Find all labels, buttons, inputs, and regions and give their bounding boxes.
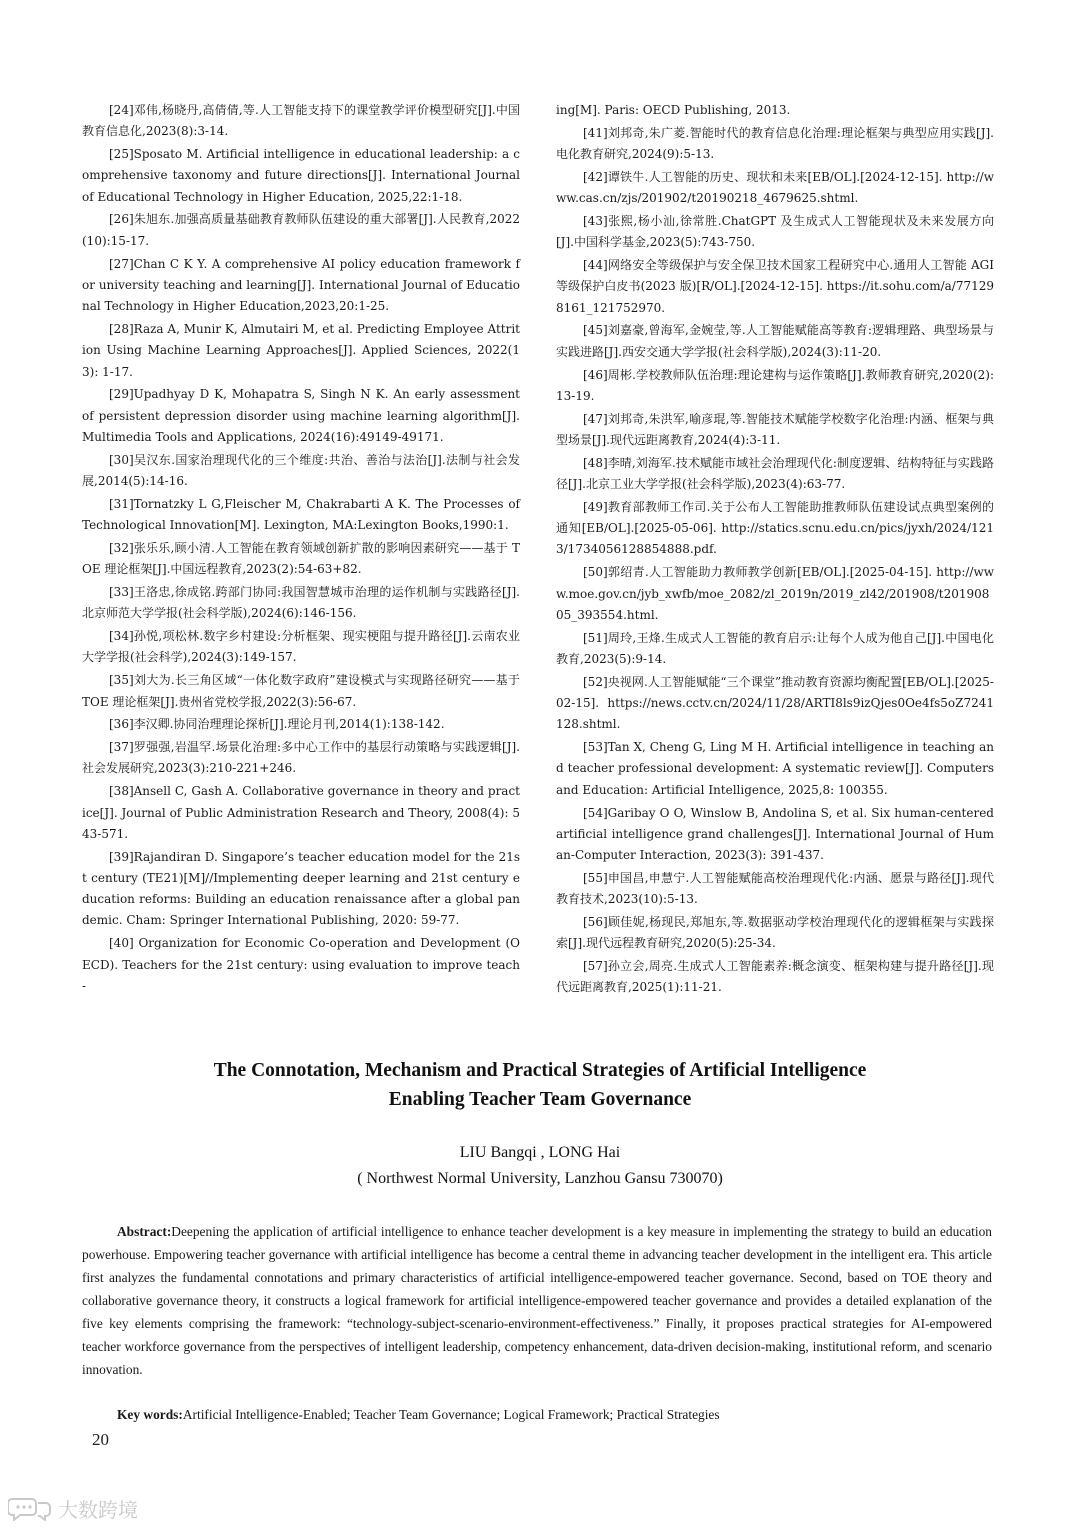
- keywords-label: Key words:: [117, 1407, 183, 1422]
- reference-item: [24]邓伟,杨晓丹,高倩倩,等.人工智能支持下的课堂教学评价模型研究[J].中国教育信息化,2023(8):3-14.: [82, 103, 520, 139]
- references-left-column: [82, 100, 520, 999]
- page-number: 20: [92, 1430, 109, 1449]
- keywords-text: Artificial Intelligence-Enabled; Teacher Team Governance; Logical Framework; Practical Strategies: [182, 1407, 720, 1422]
- reference-item: [25]Sposato M. Artificial intelligence in educational leadership: a comprehensive taxonomy and future directions[J]. International Journal of Educational Technology in Higher Education, 2025,22:1-18.: [82, 147, 520, 204]
- reference-item: [55]申国昌,申慧宁.人工智能赋能高校治理现代化:内涵、愿景与路径[J].现代教育技术,2023(10):5-13.: [556, 870, 994, 907]
- reference-item: [50]郭绍青.人工智能助力教师教学创新[EB/OL].[2025-04-15]. http://www.moe.gov.cn/jyb_xwfb/moe_2082/zl_2019n/2019_zl42/201908/t20190805_393554.html.: [556, 565, 994, 622]
- reference-item: [31]Tornatzky L G,Fleischer M, Chakrabarti A K. The Processes of Technological Innovation[M]. Lexington, MA:Lexington Books,1990:1.: [82, 496, 520, 533]
- reference-item: [34]孙悦,项松林.数字乡村建设:分析框架、现实梗阻与提升路径[J].云南农业大学学报(社会科学),2024(3):149-157.: [82, 629, 520, 665]
- reference-item: [46]周彬.学校教师队伍治理:理论建构与运作策略[J].教师教育研究,2020(2):13-19.: [556, 367, 994, 403]
- reference-item: [26]朱旭东.加强高质量基础教育教师队伍建设的重大部署[J].人民教育,2022(10):15-17.: [82, 212, 520, 248]
- watermark-text: 大数跨境: [58, 1497, 138, 1522]
- reference-item: [41]刘邦奇,朱广菱.智能时代的教育信息化治理:理论框架与典型应用实践[J].电化教育研究,2024(9):5-13.: [556, 125, 994, 162]
- reference-item: [27]Chan C K Y. A comprehensive AI policy education framework for university teaching and learning[J]. International Journal of Educational Technology in Higher Education,2023,20:1-25.: [82, 256, 520, 314]
- title-line-1: The Connotation, Mechanism and Practical Strategies of Artificial Intelligence: [213, 1060, 867, 1081]
- reference-item: [30]吴汉东.国家治理现代化的三个维度:共治、善治与法治[J].法制与社会发展,2014(5):14-16.: [82, 452, 520, 489]
- title-line-2: Enabling Teacher Team Governance: [388, 1089, 692, 1110]
- reference-item: [54]Garibay O O, Winslow B, Andolina S, et al. Six human-centered artificial intelligence grand challenges[J]. International Journal of Human-Computer Interaction, 2023(3): 391-437.: [556, 805, 994, 863]
- speech-bubble-icon: [8, 1495, 52, 1521]
- reference-item: [48]李晴,刘海军.技术赋能市域社会治理现代化:制度逻辑、结构特征与实践路径[J].北京工业大学学报(社会科学版),2023(4):63-77.: [556, 455, 994, 492]
- watermark: [8, 1494, 138, 1522]
- references-right-column: [556, 100, 994, 1000]
- reference-item: [45]刘嘉豪,曾海军,金婉莹,等.人工智能赋能高等教育:逻辑理路、典型场景与实践进路[J].西安交通大学学报(社会科学版),2024(3):11-20.: [556, 323, 994, 359]
- authors: LIU Bangqi , LONG Hai: [459, 1144, 621, 1161]
- reference-item: [36]李汉卿.协同治理理论探析[J].理论月刊,2014(1):138-142.: [109, 717, 445, 732]
- reference-item: [38]Ansell C, Gash A. Collaborative governance in theory and practice[J]. Journal of Public Administration Research and Theory, 2008(4): 543-571.: [82, 784, 520, 841]
- keywords: [82, 1403, 992, 1426]
- abstract: [82, 1220, 992, 1381]
- reference-item: [47]刘邦奇,朱洪军,喻彦琨,等.智能技术赋能学校数字化治理:内涵、框架与典型场景[J].现代远距离教育,2024(4):3-11.: [556, 411, 994, 447]
- reference-item: [43]张熙,杨小汕,徐常胜.ChatGPT 及生成式人工智能现状及未来发展方向[J].中国科学基金,2023(5):743-750.: [556, 213, 994, 250]
- reference-item: [33]王洛忠,徐成铭.跨部门协同:我国智慧城市治理的运作机制与实践路径[J].北京师范大学学报(社会科学版),2024(6):146-156.: [82, 585, 520, 621]
- reference-item: [51]周玲,王烽.生成式人工智能的教育启示:让每个人成为他自己[J].中国电化教育,2023(5):9-14.: [556, 630, 994, 666]
- abstract-text: Deepening the application of artificial intelligence to enhance teacher development is a key measure in implementing the strategy to build an education powerhouse. Empowering teacher governance with artificial intelligence has become a central theme in advancing teacher development in the intelligent era. This article first analyzes the fundamental connotations and primary characteristics of artificial intelligence-empowered teacher governance. Second, based on TOE theory and collaborative governance theory, it constructs a logical framework for artificial intelligence-empowered teacher governance and provides a detailed explanation of the five key elements comprising the framework: “technology-subject-scenario-environment-effectiveness.” Finally, it proposes practical strategies for AI-empowered teacher workforce governance from the perspectives of intelligent leadership, competency enhancement, data-driven decision-making, institutional reform, and scenario innovation.: [82, 1224, 992, 1377]
- english-title: [90, 1056, 990, 1114]
- reference-item: [40] Organization for Economic Co-operation and Development (OECD). Teachers for the 21st century: using evaluation to improve teach-: [82, 936, 520, 993]
- reference-item: [35]刘大为.长三角区域“一体化数字政府”建设模式与实现路径研究——基于 TOE 理论框架[J].贵州省党校学报,2022(3):56-67.: [82, 673, 520, 709]
- reference-item: [28]Raza A, Munir K, Almutairi M, et al. Predicting Employee Attrition Using Machine Learning Approaches[J]. Applied Sciences, 2022(13): 1-17.: [82, 321, 520, 379]
- affiliation: ( Northwest Normal University, Lanzhou Gansu 730070): [357, 1170, 723, 1187]
- reference-item: [57]孙立会,周亮.生成式人工智能素养:概念演变、框架构建与提升路径[J].现代远距离教育,2025(1):11-21.: [556, 959, 994, 995]
- reference-item: [49]教育部教师工作司.关于公布人工智能助推教师队伍建设试点典型案例的通知[EB/OL].[2025-05-06]. http://statics.scnu.edu.cn/pics/jyxh/2024/1213/1734056128854888.pdf.: [556, 499, 994, 557]
- reference-item: [42]谭铁牛.人工智能的历史、现状和未来[EB/OL].[2024-12-15]. http://www.cas.cn/zjs/201902/t20190218_4679625.shtml.: [556, 169, 994, 206]
- abstract-label: Abstract:: [117, 1224, 172, 1239]
- reference-item: [44]网络安全等级保护与安全保卫技术国家工程研究中心.通用人工智能 AGI 等级保护白皮书(2023 版)[R/OL].[2024-12-15]. https://it.sohu.com/a/771298161_121752970.: [556, 258, 994, 315]
- reference-item: [39]Rajandiran D. Singapore’s teacher education model for the 21st century (TE21)[M]//Implementing deeper learning and 21st century education reforms: Building an education renaissance after a global pandemic. Cham: Springer International Publishing, 2020: 59-77.: [82, 849, 520, 928]
- reference-item: [37]罗强强,岩温罕.场景化治理:多中心工作中的基层行动策略与实践逻辑[J].社会发展研究,2023(3):210-221+246.: [82, 740, 520, 776]
- reference-item: [56]顾佳妮,杨现民,郑旭东,等.数据驱动学校治理现代化的逻辑框架与实践探索[J].现代远程教育研究,2020(5):25-34.: [556, 914, 994, 951]
- reference-continuation: ing[M]. Paris: OECD Publishing, 2013.: [556, 103, 791, 117]
- reference-item: [32]张乐乐,顾小清.人工智能在教育领域创新扩散的影响因素研究——基于 TOE 理论框架[J].中国远程教育,2023(2):54-63+82.: [82, 540, 520, 577]
- reference-item: [29]Upadhyay D K, Mohapatra S, Singh N K. An early assessment of persistent depression disorder using machine learning algorithm[J]. Multimedia Tools and Applications, 2024(16):49149-49171.: [82, 387, 520, 444]
- reference-item: [52]央视网.人工智能赋能“三个课堂”推动教育资源均衡配置[EB/OL].[2025-02-15]. https://news.cctv.cn/2024/11/28/ARTI8ls9izQjes0Oe4fs5oZ7241128.shtml.: [556, 674, 994, 732]
- reference-item: [53]Tan X, Cheng G, Ling M H. Artificial intelligence in teaching and teacher professional development: A systematic review[J]. Computers and Education: Artificial Intelligence, 2025,8: 100355.: [556, 740, 994, 797]
